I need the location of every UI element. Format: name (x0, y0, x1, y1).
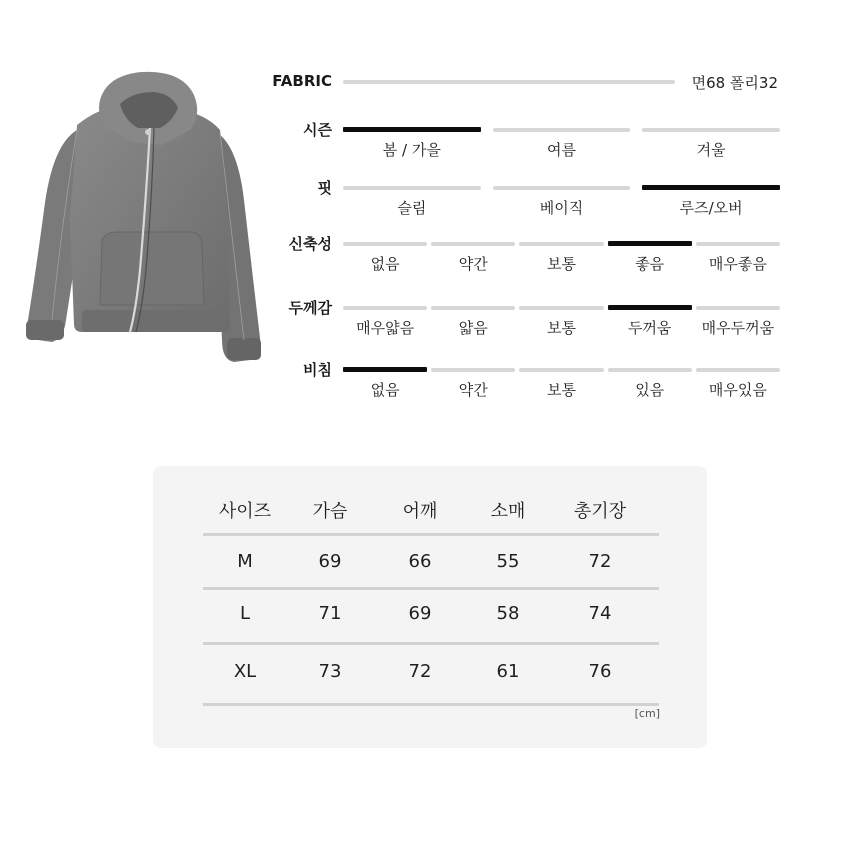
attr-0-bar-2 (642, 128, 780, 132)
size-row-1-size: L (239, 603, 251, 624)
attr-4-bar-1 (431, 368, 515, 372)
size-header-0: 사이즈 (218, 501, 272, 522)
size-row-0-cell-2: 66 (408, 551, 432, 572)
attr-3-option-0: 매우얇음 (356, 319, 415, 337)
attr-4-bar-3 (608, 368, 692, 372)
attr-3-option-2: 보통 (547, 319, 576, 337)
attr-1-bar-1 (493, 186, 631, 190)
attr-0-option-1: 여름 (547, 141, 576, 159)
attr-2-bar-0 (343, 242, 427, 246)
attr-4-option-4: 매우있음 (708, 381, 767, 399)
attr-1-option-1: 베이직 (539, 199, 584, 217)
attr-3-option-4: 매우두꺼움 (701, 319, 775, 337)
attr-3-bar-1 (431, 306, 515, 310)
attr-2-bar-1 (431, 242, 515, 246)
size-header-3: 소매 (490, 501, 526, 522)
attr-1-option-2: 루즈/오버 (679, 199, 743, 217)
attr-2-option-2: 보통 (547, 255, 576, 273)
attr-label-0: 시즌 (303, 121, 332, 139)
attr-4-option-3: 있음 (635, 381, 665, 399)
attr-3-bar-0 (343, 306, 427, 310)
attr-3-bar-3-selected (608, 305, 692, 310)
table-divider-1 (203, 587, 659, 590)
attr-3-bar-4 (696, 306, 780, 310)
attr-3-option-1: 얇음 (458, 319, 488, 337)
size-row-1-cell-3: 58 (496, 603, 520, 624)
attr-2-option-3: 좋음 (635, 255, 665, 273)
attr-4-bar-4 (696, 368, 780, 372)
size-row-2-cell-3: 61 (496, 661, 520, 682)
size-row-1-cell-4: 74 (588, 603, 612, 624)
size-row-0-cell-1: 69 (318, 551, 342, 572)
size-header-2: 어깨 (402, 501, 438, 522)
size-row-0-cell-3: 55 (496, 551, 520, 572)
attr-4-bar-2 (519, 368, 603, 372)
fabric-value: 면68 폴리32 (691, 74, 778, 92)
attr-label-1: 핏 (317, 179, 332, 197)
size-row-2-cell-4: 76 (588, 661, 612, 682)
size-header-4: 총기장 (573, 501, 627, 522)
attr-0-bar-1 (493, 128, 631, 132)
attr-4-bar-0-selected (343, 367, 427, 372)
attr-3-bar-2 (519, 306, 603, 310)
size-row-2-cell-1: 73 (318, 661, 342, 682)
attr-1-bar-2-selected (642, 185, 780, 190)
attr-label-2: 신축성 (288, 235, 332, 253)
attr-1-bar-0 (343, 186, 481, 190)
size-row-0-size: M (237, 551, 253, 572)
fabric-label: FABRIC (272, 72, 332, 90)
attr-2-bar-3-selected (608, 241, 692, 246)
table-divider-2 (203, 642, 659, 645)
size-row-1-cell-1: 71 (318, 603, 342, 624)
size-row-0-cell-4: 72 (588, 551, 612, 572)
attr-2-bar-2 (519, 242, 603, 246)
attr-4-option-2: 보통 (547, 381, 576, 399)
fabric-bar (343, 80, 675, 84)
attr-2-bar-4 (696, 242, 780, 246)
unit-label: [cm] (634, 707, 660, 720)
table-divider-0 (203, 533, 659, 536)
attr-0-option-2: 겨울 (696, 141, 726, 159)
attr-4-option-1: 약간 (458, 381, 488, 399)
attr-label-3: 두께감 (288, 299, 332, 317)
attr-2-option-4: 매우좋음 (708, 255, 767, 273)
attr-0-bar-0-selected (343, 127, 481, 132)
hoodie-product-image (22, 70, 272, 375)
table-divider-3 (203, 703, 659, 706)
attr-3-option-3: 두꺼움 (627, 319, 672, 337)
attr-4-option-0: 없음 (370, 381, 400, 399)
attr-0-option-0: 봄 / 가을 (382, 141, 441, 159)
size-row-2-size: XL (233, 661, 257, 682)
attr-label-4: 비침 (303, 361, 332, 379)
size-header-1: 가슴 (312, 501, 348, 522)
attr-2-option-0: 없음 (370, 255, 400, 273)
attr-2-option-1: 약간 (458, 255, 488, 273)
attr-1-option-0: 슬림 (397, 199, 427, 217)
size-row-1-cell-2: 69 (408, 603, 432, 624)
size-row-2-cell-2: 72 (408, 661, 432, 682)
